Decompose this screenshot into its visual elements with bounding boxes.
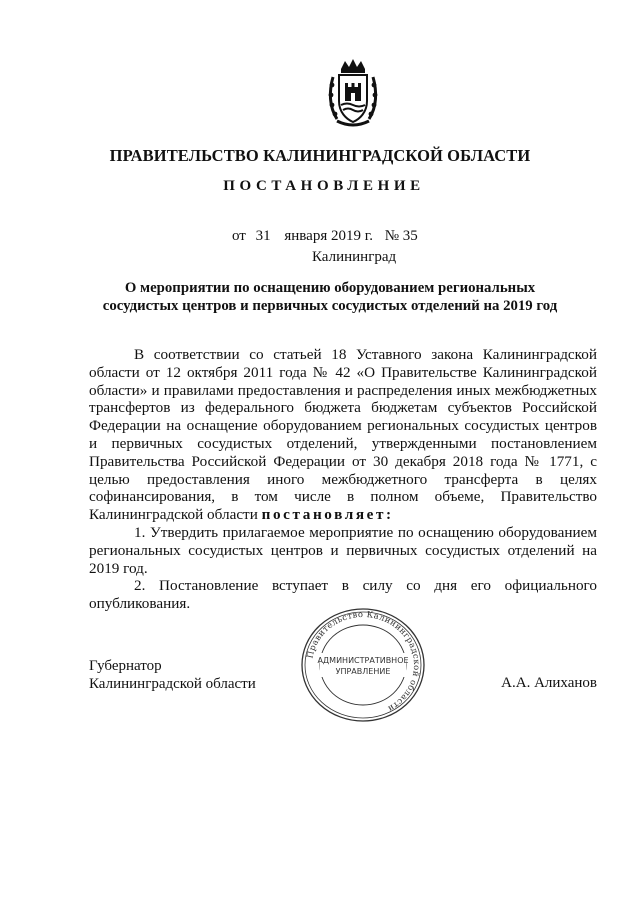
date-prefix: от — [232, 228, 246, 244]
signatory-role-line: Калининградской области — [89, 676, 256, 692]
official-seal — [298, 606, 428, 724]
seal-outer-text: Правительство Калининградской области — [304, 608, 423, 715]
date-day: 31 — [255, 228, 271, 244]
document-body — [89, 346, 597, 613]
document-date-number — [232, 228, 418, 245]
title-line: О мероприятии по оснащению оборудованием региональных — [124, 280, 536, 296]
seal-line-1: АДМИНИСТРАТИВНОЕ — [317, 656, 409, 665]
date-month-year: января 2019 г. — [284, 228, 373, 244]
resolution-item-1: 1. Утвердить прилагаемое мероприятие по оснащению оборудованием региональных сосудистых центров и первичных сосудистых отделений на 2019 год. — [89, 523, 597, 577]
resolution-keyword: постановляет: — [261, 506, 394, 524]
signatory-name: А.А. Алиханов — [501, 675, 597, 691]
signatory-position — [89, 657, 256, 693]
organization-name: ПРАВИТЕЛЬСТВО КАЛИНИНГРАДСКОЙ ОБЛАСТИ — [109, 146, 531, 165]
preamble-text: В соответствии со статьей 18 Уставного закона Калининградской области от 12 октября 2011 года № 42 «О Правительстве Калининградской области» и правилами предоставления и распределения иных межбюджетных трансфертов из федерального бюджета бюджетам субъектов Российской Федерации на оснащение оборудованием региональных сосудистых центров и первичных сосудистых отделений, утвержденными постановлением Правительства Российской Федерации от 30 декабря 2018 года № 1771, с целью предоставления иного межбюджетного трансферта в целях софинансирования, в том числе в полном объеме, Правительство Калининградской области — [89, 346, 597, 524]
document-title — [60, 279, 600, 315]
document-city: Калининград — [312, 249, 397, 265]
preamble-paragraph — [89, 346, 597, 524]
document-type: ПОСТАНОВЛЕНИЕ — [223, 178, 425, 194]
signatory-role-line: Губернатор — [89, 658, 162, 674]
seal-line-2: УПРАВЛЕНИЕ — [335, 667, 391, 676]
resolution-item-2: 2. Постановление вступает в силу со дня его официального опубликования. — [89, 577, 597, 613]
coat-of-arms-icon — [327, 57, 379, 129]
title-line: сосудистых центров и первичных сосудистых отделений на 2019 год — [102, 298, 558, 314]
document-number: № 35 — [384, 228, 418, 244]
